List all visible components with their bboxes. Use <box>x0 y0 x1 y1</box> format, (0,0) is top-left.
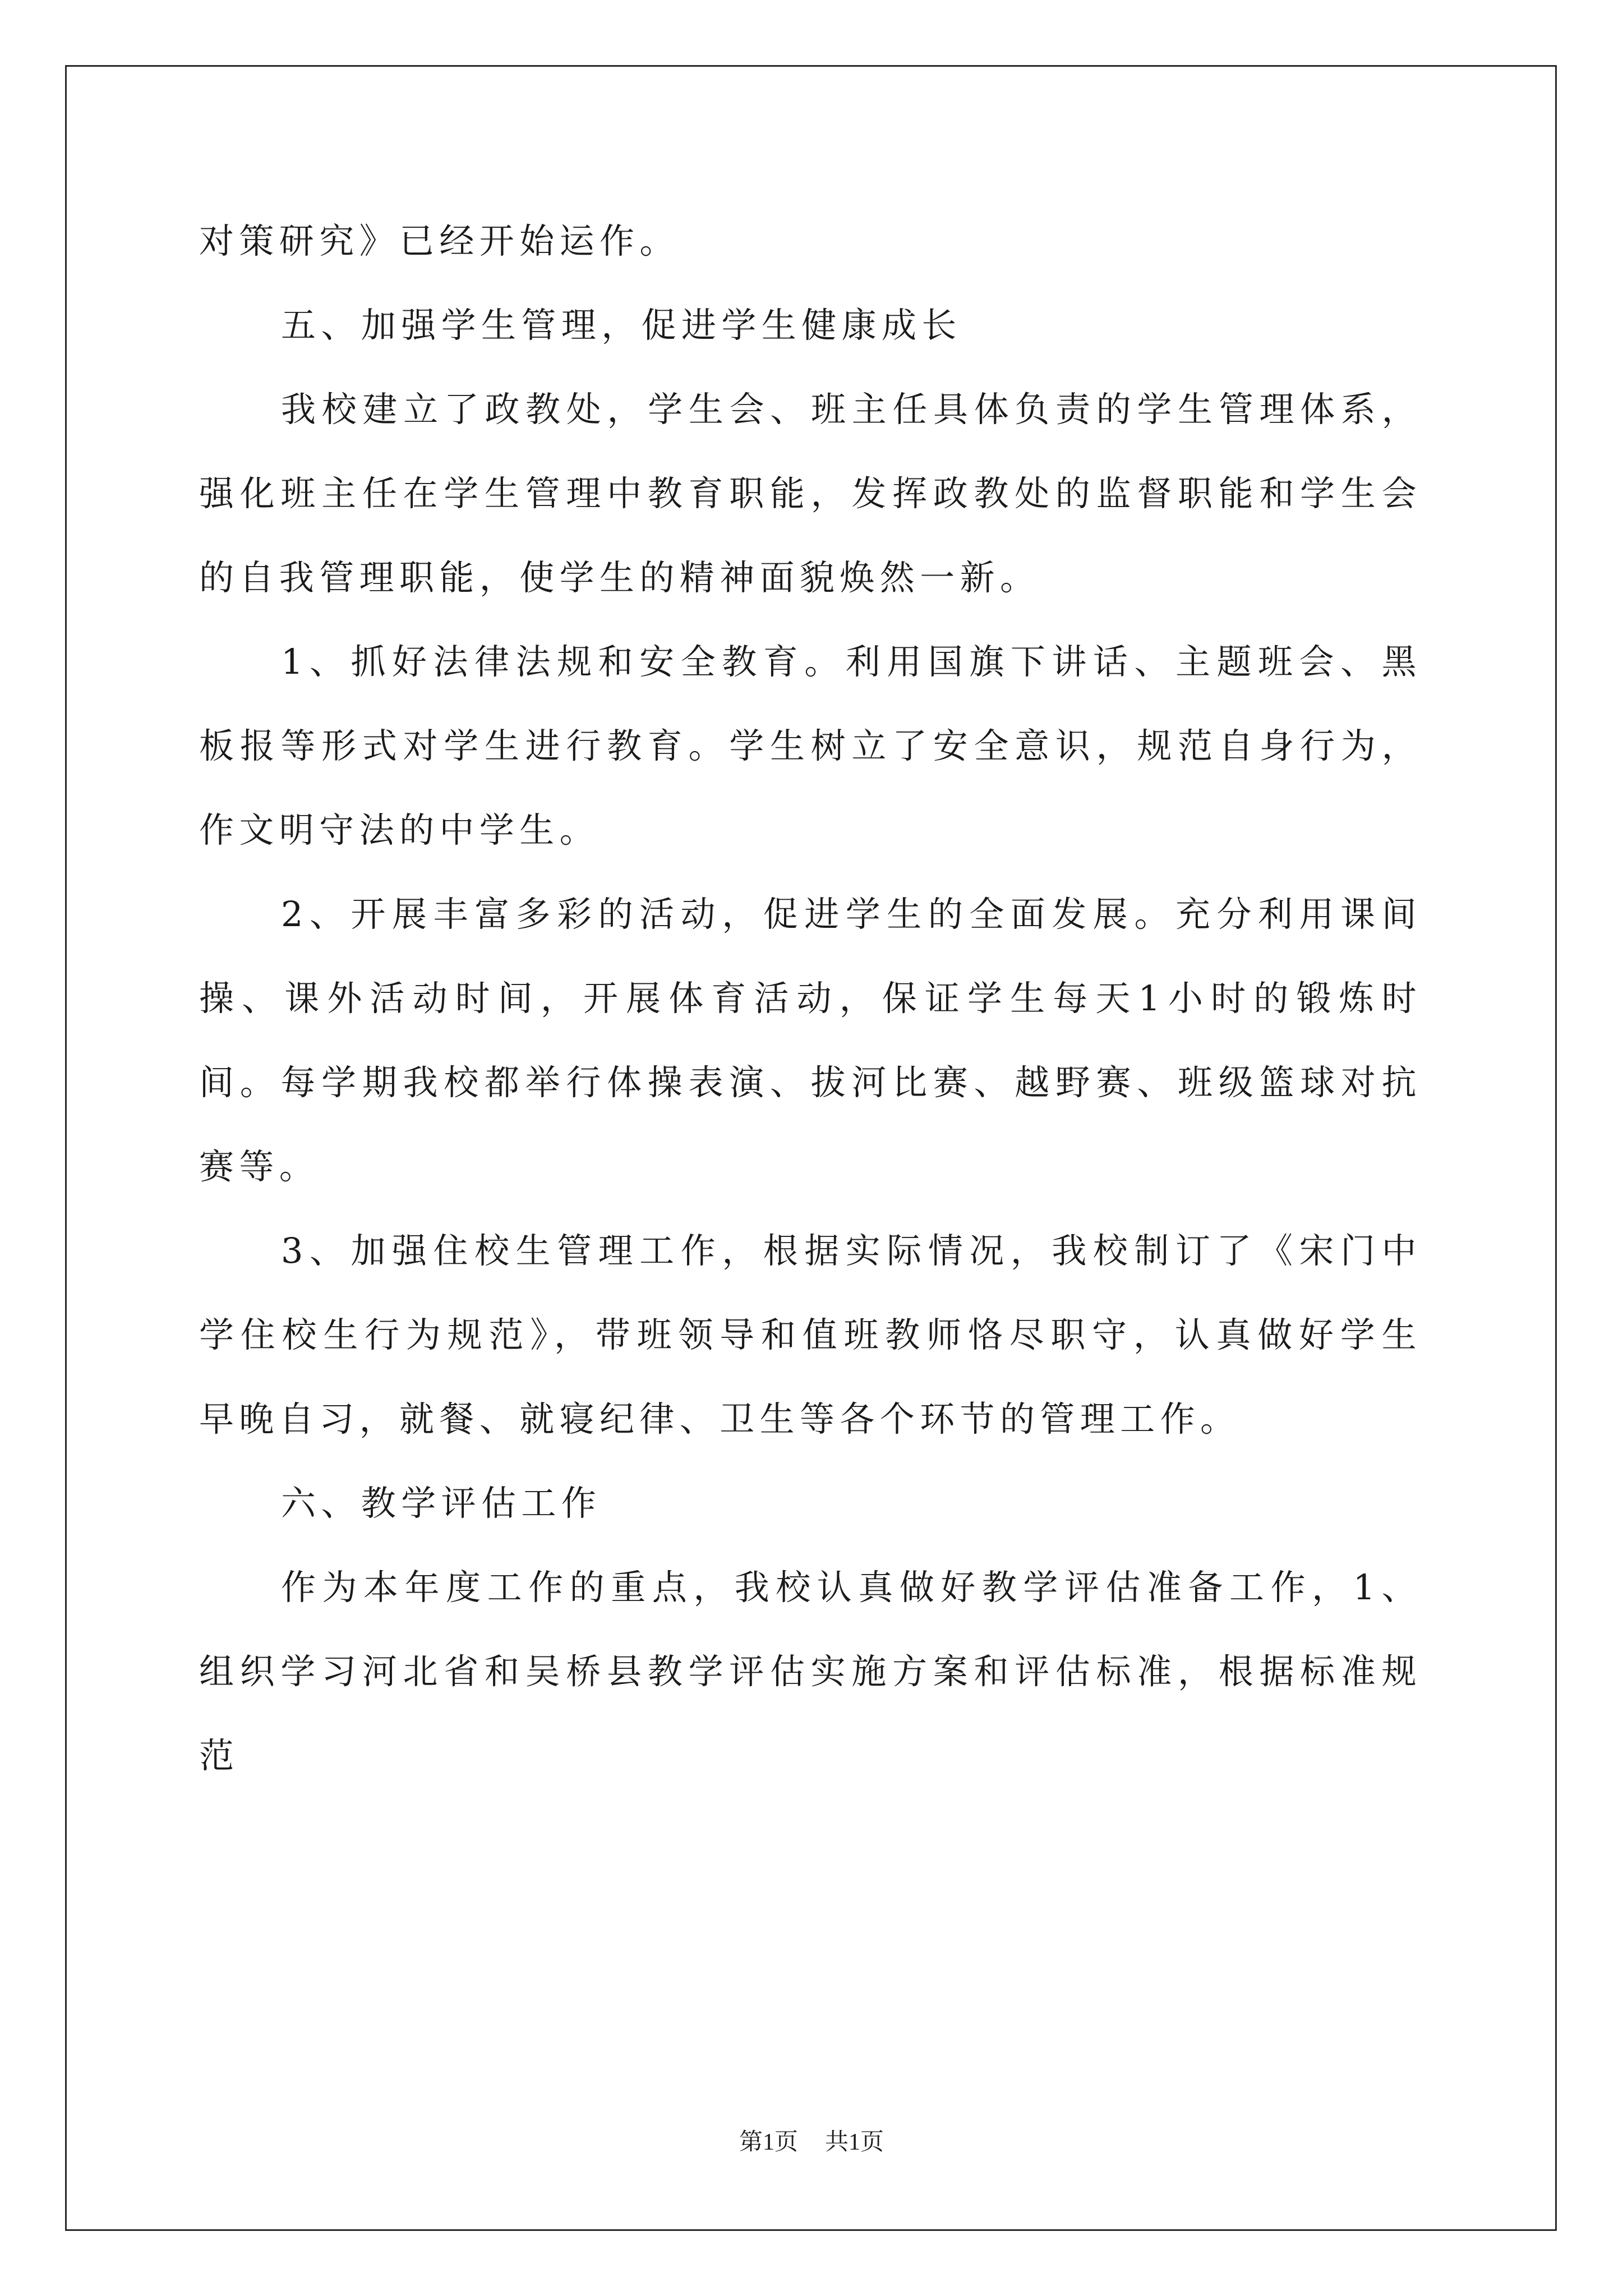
paragraph: 对策研究》已经开始运作。 <box>199 220 680 261</box>
paragraph: 3、加强住校生管理工作，根据实际情况，我校制订了《宋门中学住校生行为规范》，带班领导和值班教师恪尽职守，认真做好学生早晚自习，就餐、就寝纪律、卫生等各个环节的管理工作。 <box>199 1230 1422 1439</box>
page-number-current: 第1页 <box>739 2129 798 2155</box>
page-footer <box>0 2123 1623 2157</box>
paragraph: 我校建立了政教处，学生会、班主任具体负责的学生管理体系，强化班主任在学生管理中教育职能，发挥政教处的监督职能和学生会的自我管理职能，使学生的精神面貌焕然一新。 <box>199 389 1422 598</box>
paragraph: 2、开展丰富多彩的活动，促进学生的全面发展。充分利用课间操、课外活动时间，开展体育活动，保证学生每天1小时的锻炼时间。每学期我校都举行体操表演、拔河比赛、越野赛、班级篮球对抗赛等。 <box>199 894 1422 1187</box>
paragraph: 作为本年度工作的重点，我校认真做好教学评估准备工作，1、组织学习河北省和吴桥县教学评估实施方案和评估标准，根据标准规范 <box>199 1567 1422 1776</box>
document-body <box>199 199 1422 1798</box>
section-heading-5: 五、加强学生管理，促进学生健康成长 <box>281 305 962 346</box>
section-heading-6: 六、教学评估工作 <box>281 1483 602 1524</box>
page-number-total: 共1页 <box>825 2129 884 2155</box>
paragraph: 1、抓好法律法规和安全教育。利用国旗下讲话、主题班会、黑板报等形式对学生进行教育。学生树立了安全意识，规范自身行为，作文明守法的中学生。 <box>199 641 1422 850</box>
